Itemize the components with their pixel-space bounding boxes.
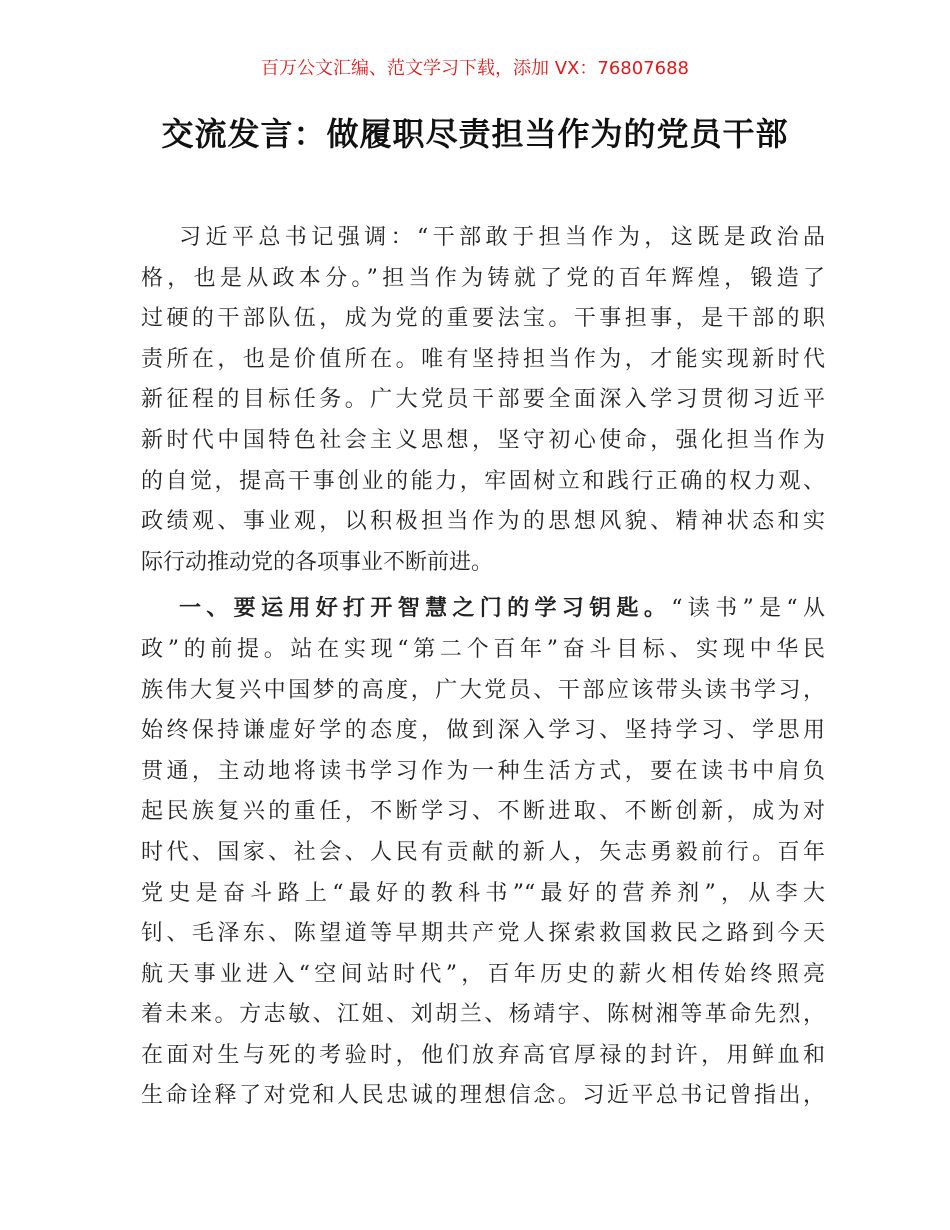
paragraph-line: 族伟大复兴中国梦的高度，广大党员、干部应该带头读书学习， bbox=[141, 677, 825, 703]
section-1-paragraph bbox=[141, 589, 825, 1117]
paragraph-line: 习近平总书记强调：“干部敢于担当作为，这既是政治品 bbox=[179, 225, 825, 250]
paragraph-line: 航天事业进入“空间站时代”，百年历史的薪火相传始终照亮 bbox=[141, 961, 825, 987]
section-heading: 一、要运用好打开智慧之门的学习钥匙。 bbox=[179, 596, 672, 622]
paragraph-line: 责所在，也是价值所在。唯有坚持担当作为，才能实现新时代 bbox=[141, 346, 825, 372]
header-banner: 百万公文汇编、范文学习下载，添加 VX：76807688 bbox=[261, 58, 689, 79]
paragraph-line: 钊、毛泽东、陈望道等早期共产党人探索救国救民之路到今天 bbox=[141, 921, 825, 947]
section-heading-continuation: “读书”是“从 bbox=[671, 596, 825, 622]
paragraph-line: 新时代中国特色社会主义思想，坚守初心使命，强化担当作为 bbox=[141, 427, 825, 453]
document-body bbox=[141, 218, 825, 1117]
intro-paragraph bbox=[141, 218, 825, 583]
paragraph-line: 政绩观、事业观，以积极担当作为的思想风貌、精神状态和实 bbox=[141, 509, 825, 535]
paragraph-line: 政”的前提。站在实现“第二个百年”奋斗目标、实现中华民 bbox=[141, 636, 825, 662]
paragraph-line: 的自觉，提高干事创业的能力，牢固树立和践行正确的权力观、 bbox=[141, 468, 825, 494]
paragraph-line: 起民族复兴的重任，不断学习、不断进取、不断创新，成为对 bbox=[141, 799, 825, 825]
paragraph-line bbox=[141, 589, 825, 630]
paragraph-line: 贯通，主动地将读书学习作为一种生活方式，要在读书中肩负 bbox=[141, 758, 825, 784]
paragraph-line: 在面对生与死的考验时，他们放弃高官厚禄的封许，用鲜血和 bbox=[141, 1042, 825, 1068]
document-title: 交流发言：做履职尽责担当作为的党员干部 bbox=[161, 115, 789, 153]
paragraph-line: 际行动推动党的各项事业不断前进。 bbox=[141, 549, 494, 575]
paragraph-line: 时代、国家、社会、人民有贡献的新人，矢志勇毅前行。百年 bbox=[141, 839, 825, 865]
paragraph-line: 格，也是从政本分。”担当作为铸就了党的百年辉煌，锻造了 bbox=[141, 265, 825, 291]
paragraph-line: 着未来。方志敏、江姐、刘胡兰、杨靖宇、陈树湘等革命先烈， bbox=[141, 1002, 825, 1028]
paragraph-line: 始终保持谦虚好学的态度，做到深入学习、坚持学习、学思用 bbox=[141, 718, 825, 744]
paragraph-line: 过硬的干部队伍，成为党的重要法宝。干事担事，是干部的职 bbox=[141, 306, 825, 332]
paragraph-line: 新征程的目标任务。广大党员干部要全面深入学习贯彻习近平 bbox=[141, 387, 825, 413]
paragraph-line: 党史是奋斗路上“最好的教科书”“最好的营养剂”，从李大 bbox=[141, 880, 825, 906]
paragraph-line: 生命诠释了对党和人民忠诚的理想信念。习近平总书记曾指出， bbox=[141, 1083, 825, 1109]
